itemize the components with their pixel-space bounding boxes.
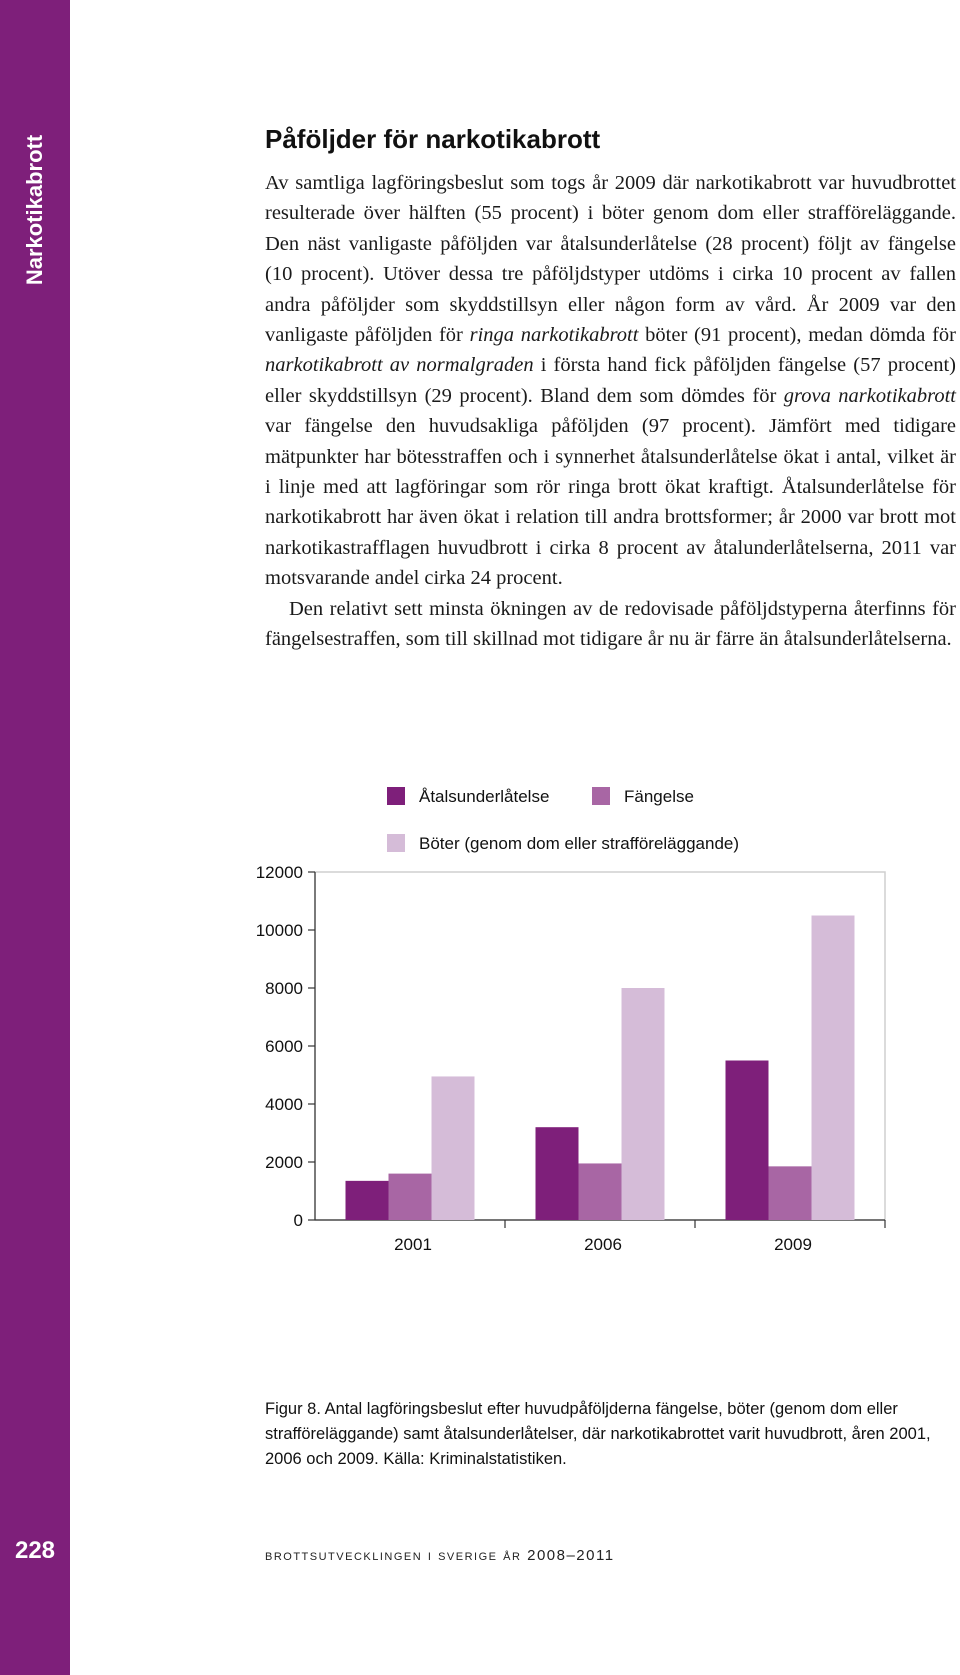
legend-swatch xyxy=(387,787,405,805)
text-run: böter (91 procent), medan dömda för xyxy=(638,324,956,347)
footer-text: brottsutvecklingen i sverige år 2008–2011 xyxy=(265,1547,615,1564)
body-text xyxy=(265,168,956,655)
paragraph-1 xyxy=(265,168,956,594)
page-number: 228 xyxy=(14,1537,56,1564)
bar-2-2009 xyxy=(812,916,855,1221)
bar-2-2001 xyxy=(432,1076,475,1220)
bar-0-2001 xyxy=(346,1181,389,1220)
y-tick-label: 8000 xyxy=(265,979,303,998)
bar-1-2009 xyxy=(769,1166,812,1220)
text-run: var fängelse den huvudsakliga påföljden (97 procent). Jämfört med tidigare mätpunkter har bötesstraffen och i synnerhet åtalsunderlåtelse ökat i antal, vilket är i linje med att lagföringar som rör ringa brott ökat kraftigt. Åtalsunderlåtelse för narkotikabrott har även ökat i relation till andra brottsformer; år 2000 var brott mot narkotikastrafflagen huvudbrott i cirka 8 procent av åtalunderlåtelserna, 2011 var motsvarande andel cirka 24 procent. xyxy=(265,415,956,590)
y-tick-label: 2000 xyxy=(265,1153,303,1172)
y-tick-label: 6000 xyxy=(265,1037,303,1056)
section-title: Narkotikabrott xyxy=(22,134,47,286)
legend-swatch xyxy=(387,834,405,852)
text-run: Av samtliga lagföringsbeslut som togs år 2009 där narkotikabrott var huvudbrottet resulterade över hälften (55 procent) i böter genom dom eller strafföreläggande. Den näst vanligaste påföljden var åtalsunderlåtelse (28 procent) följt av fängelse (10 procent). Utöver dessa tre påföljdstyper utdöms i cirka 10 procent av fallen andra påföljder som skyddstillsyn eller någon form av vård. År 2009 var den vanligaste påföljden för xyxy=(265,172,956,347)
bar-1-2001 xyxy=(389,1174,432,1220)
chart-svg xyxy=(240,787,960,1355)
bar-2-2006 xyxy=(622,988,665,1220)
italic-term: ringa narkotikabrott xyxy=(469,324,639,347)
running-footer xyxy=(265,1547,615,1564)
sidebar xyxy=(0,0,70,1675)
page-heading: Påföljder för narkotikabrott xyxy=(265,124,601,154)
y-tick-label: 4000 xyxy=(265,1095,303,1114)
legend-label: Böter (genom dom eller strafföreläggande) xyxy=(419,834,740,853)
legend-label: Fängelse xyxy=(624,787,694,806)
bar-chart xyxy=(240,787,960,1355)
y-tick-label: 10000 xyxy=(255,921,303,940)
figure-caption: Figur 8. Antal lagföringsbeslut efter huvudpåföljderna fängelse, böter (genom dom eller strafföreläggande) samt åtalsunderlåtelser, där narkotikabrottet varit huvudbrott, åren 2001, 2006 och 2009. Källa: Kriminalstatistiken. xyxy=(265,1400,931,1468)
paragraph-2: Den relativt sett minsta ökningen av de redovisade påföljdstyperna återfinns för fängelsestraffen, som till skillnad mot tidigare år nu är färre än åtalsunderlåtelserna. xyxy=(265,597,956,651)
italic-term: narkotikabrott av normalgraden xyxy=(265,354,534,377)
bar-0-2009 xyxy=(726,1061,769,1221)
x-tick-label: 2001 xyxy=(394,1235,432,1254)
legend-label: Åtalsunderlåtelse xyxy=(419,787,550,806)
bar-0-2006 xyxy=(536,1127,579,1220)
bar-1-2006 xyxy=(579,1163,622,1220)
y-tick-label: 12000 xyxy=(255,863,303,882)
italic-term: grova narkotikabrott xyxy=(783,384,956,407)
text-run: i första hand fick påföljden fängelse (57 procent) eller skyddstillsyn (29 procent). Bland dem som dömdes för xyxy=(265,354,956,407)
y-tick-label: 0 xyxy=(293,1211,303,1230)
x-tick-label: 2009 xyxy=(774,1235,812,1254)
legend-swatch xyxy=(592,787,610,805)
x-tick-label: 2006 xyxy=(584,1235,622,1254)
